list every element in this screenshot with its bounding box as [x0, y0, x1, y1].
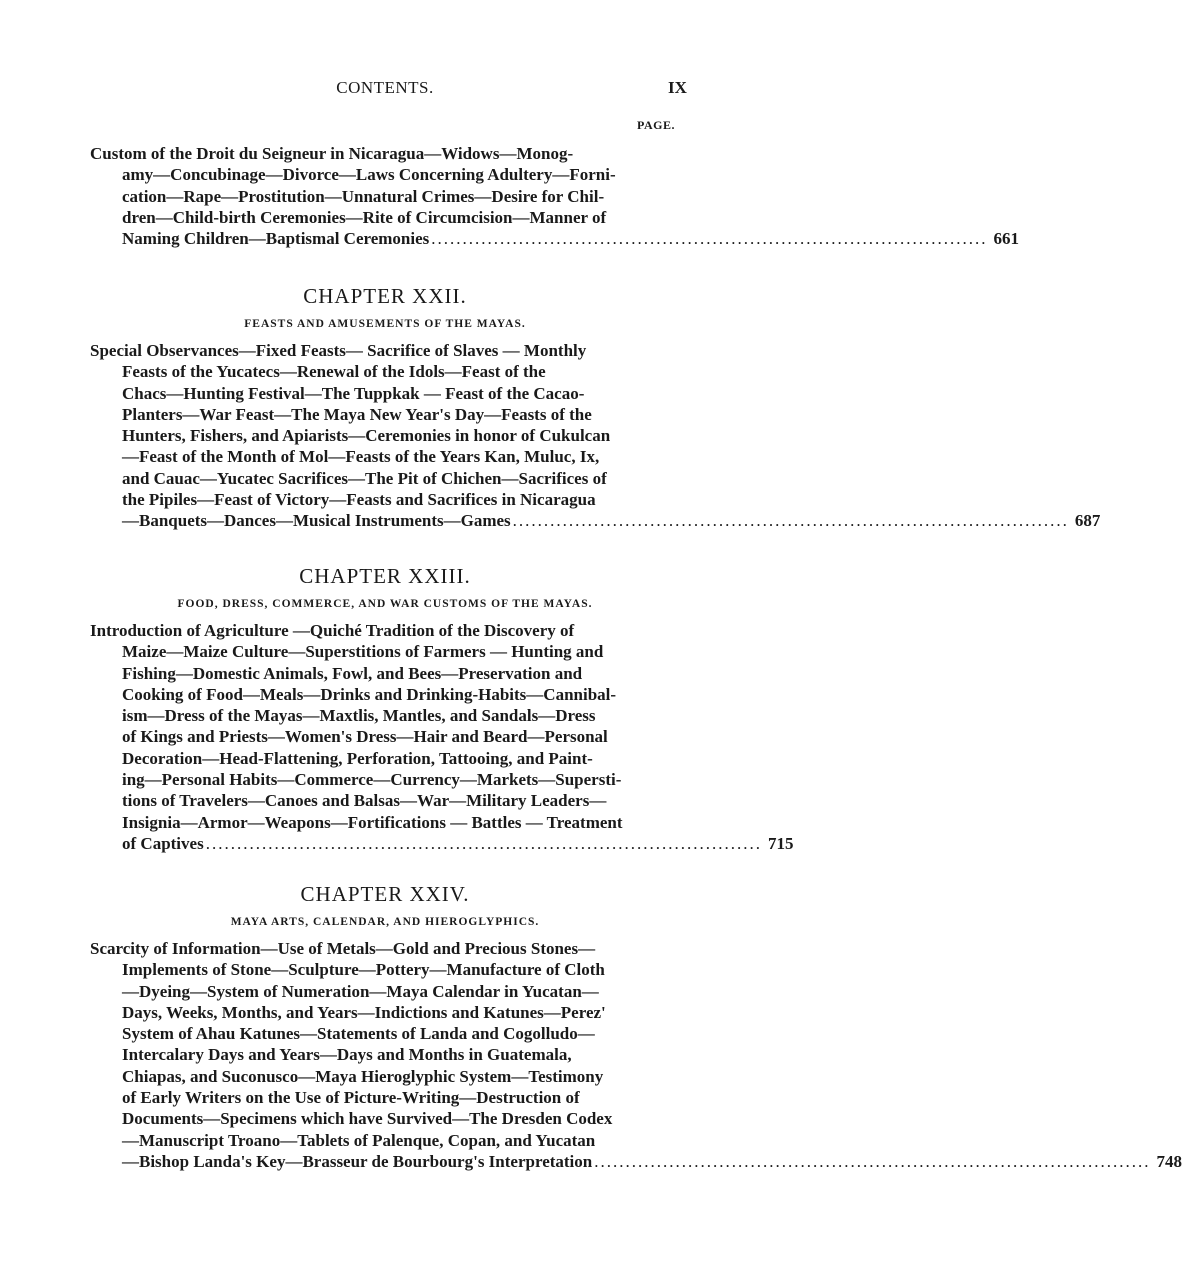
toc-entry-page: 715 — [767, 833, 794, 853]
toc-entry-page: 748 — [1156, 1151, 1182, 1171]
toc-entry-line: Decoration—Head-Flattening, Perforation, Tattooing, and Paint- — [122, 748, 593, 768]
chapter-subtitle: FOOD, DRESS, COMMERCE, AND WAR CUSTOMS OF THE MAYAS. — [177, 598, 593, 610]
toc-entry-line: Special Observances—Fixed Feasts— Sacrifice of Slaves — Monthly — [90, 341, 587, 360]
chapter-subtitle: MAYA ARTS, CALENDAR, AND HIEROGLYPHICS. — [230, 916, 540, 928]
toc-entry-line: Insignia—Armor—Weapons—Fortifications — Battles — Treatment — [122, 812, 623, 832]
toc-entry-last-line — [90, 228, 1020, 249]
toc-entry-line: Chiapas, and Suconusco—Maya Hieroglyphic System—Testimony — [122, 1066, 604, 1086]
toc-entry-line: and Cauac—Yucatec Sacrifices—The Pit of Chichen—Sacrifices of — [122, 468, 607, 488]
toc-entry-line: Fishing—Domestic Animals, Fowl, and Bees—Preservation and — [122, 663, 583, 683]
toc-entry-line: Maize—Maize Culture—Superstitions of Farmers — Hunting and — [122, 642, 604, 662]
toc-entry-line: dren—Child-birth Ceremonies—Rite of Circumcision—Manner of — [122, 207, 607, 227]
leader-dots: ......................................................................................... — [512, 511, 1069, 531]
toc-entry-last-line — [90, 1151, 1182, 1172]
leader-dots: ......................................................................................... — [431, 229, 988, 249]
toc-entry-line: ism—Dress of the Mayas—Maxtlis, Mantles, and Sandals—Dress — [122, 706, 596, 726]
running-head-title: CONTENTS. — [336, 78, 434, 97]
toc-entry-line: tions of Travelers—Canoes and Balsas—War—Military Leaders— — [122, 791, 607, 811]
leader-dots: ......................................................................................... — [594, 1151, 1151, 1171]
toc-entry-last-line — [90, 510, 1101, 531]
toc-entry-line: Chacs—Hunting Festival—The Tuppkak — Feast of the Cacao- — [122, 383, 585, 403]
chapter-heading: CHAPTER XXII. — [303, 284, 467, 308]
toc-entry-line: Scarcity of Information—Use of Metals—Gold and Precious Stones— — [90, 939, 596, 958]
toc-entry-line: amy—Concubinage—Divorce—Laws Concerning Adultery—Forni- — [122, 165, 616, 185]
toc-entry-last-line — [90, 833, 794, 854]
toc-entry-line: Cooking of Food—Meals—Drinks and Drinking-Habits—Cannibal- — [122, 684, 617, 704]
toc-entry-line: —Dyeing—System of Numeration—Maya Calendar in Yucatan— — [122, 981, 599, 1001]
chapter-heading: CHAPTER XXIV. — [300, 882, 470, 906]
toc-entry-page: 687 — [1074, 511, 1101, 531]
toc-entry-line: Intercalary Days and Years—Days and Months in Guatemala, — [122, 1045, 572, 1065]
running-head — [0, 78, 800, 102]
toc-entry-text: —Bishop Landa's Key—Brasseur de Bourbourg's Interpretation — [122, 1151, 593, 1171]
toc-entry-line: Implements of Stone—Sculpture—Pottery—Manufacture of Cloth — [122, 960, 605, 980]
toc-entry-line: Introduction of Agriculture —Quiché Tradition of the Discovery of — [90, 621, 575, 640]
toc-entry-chapter-xxii — [90, 340, 1101, 532]
toc-entry-chapter-xxiii — [90, 620, 794, 854]
toc-entry-line: System of Ahau Katunes—Statements of Landa and Cogolludo— — [122, 1024, 595, 1044]
toc-entry-text: of Captives — [122, 833, 204, 853]
toc-entry-text: —Banquets—Dances—Musical Instruments—Games — [122, 511, 511, 531]
chapter-heading: CHAPTER XXIII. — [299, 564, 471, 588]
toc-entry-line: Hunters, Fishers, and Apiarists—Ceremonies in honor of Cukulcan — [122, 426, 611, 446]
toc-entry-page: 661 — [993, 229, 1020, 249]
toc-entry-line: Planters—War Feast—The Maya New Year's Day—Feasts of the — [122, 404, 592, 424]
toc-entry-line: Days, Weeks, Months, and Years—Indictions and Katunes—Perez' — [122, 1002, 606, 1022]
toc-entry-line: Feasts of the Yucatecs—Renewal of the Idols—Feast of the — [122, 362, 546, 382]
toc-entry-line: cation—Rape—Prostitution—Unnatural Crimes—Desire for Chil- — [122, 186, 605, 206]
page-column-label: PAGE. — [637, 118, 675, 132]
chapter-subtitle: FEASTS AND AMUSEMENTS OF THE MAYAS. — [244, 318, 526, 330]
toc-entry-text: Naming Children—Baptismal Ceremonies — [122, 229, 430, 249]
toc-entry-intro — [90, 143, 1020, 249]
toc-entry-line: —Feast of the Month of Mol—Feasts of the Years Kan, Muluc, Ix, — [122, 447, 600, 467]
toc-entry-line: Custom of the Droit du Seigneur in Nicaragua—Widows—Monog- — [90, 144, 574, 163]
toc-entry-line: ing—Personal Habits—Commerce—Currency—Markets—Supersti- — [122, 770, 622, 790]
toc-entry-line: the Pipiles—Feast of Victory—Feasts and Sacrifices in Nicaragua — [122, 490, 596, 510]
toc-entry-line: Documents—Specimens which have Survived—The Dresden Codex — [122, 1109, 613, 1129]
page-number: IX — [668, 78, 687, 97]
toc-entry-line: of Kings and Priests—Women's Dress—Hair and Beard—Personal — [122, 727, 608, 747]
toc-entry-line: —Manuscript Troano—Tablets of Palenque, Copan, and Yucatan — [122, 1130, 596, 1150]
toc-entry-chapter-xxiv — [90, 938, 1182, 1172]
leader-dots: ......................................................................................... — [205, 833, 762, 853]
toc-entry-line: of Early Writers on the Use of Picture-Writing—Destruction of — [122, 1088, 580, 1108]
